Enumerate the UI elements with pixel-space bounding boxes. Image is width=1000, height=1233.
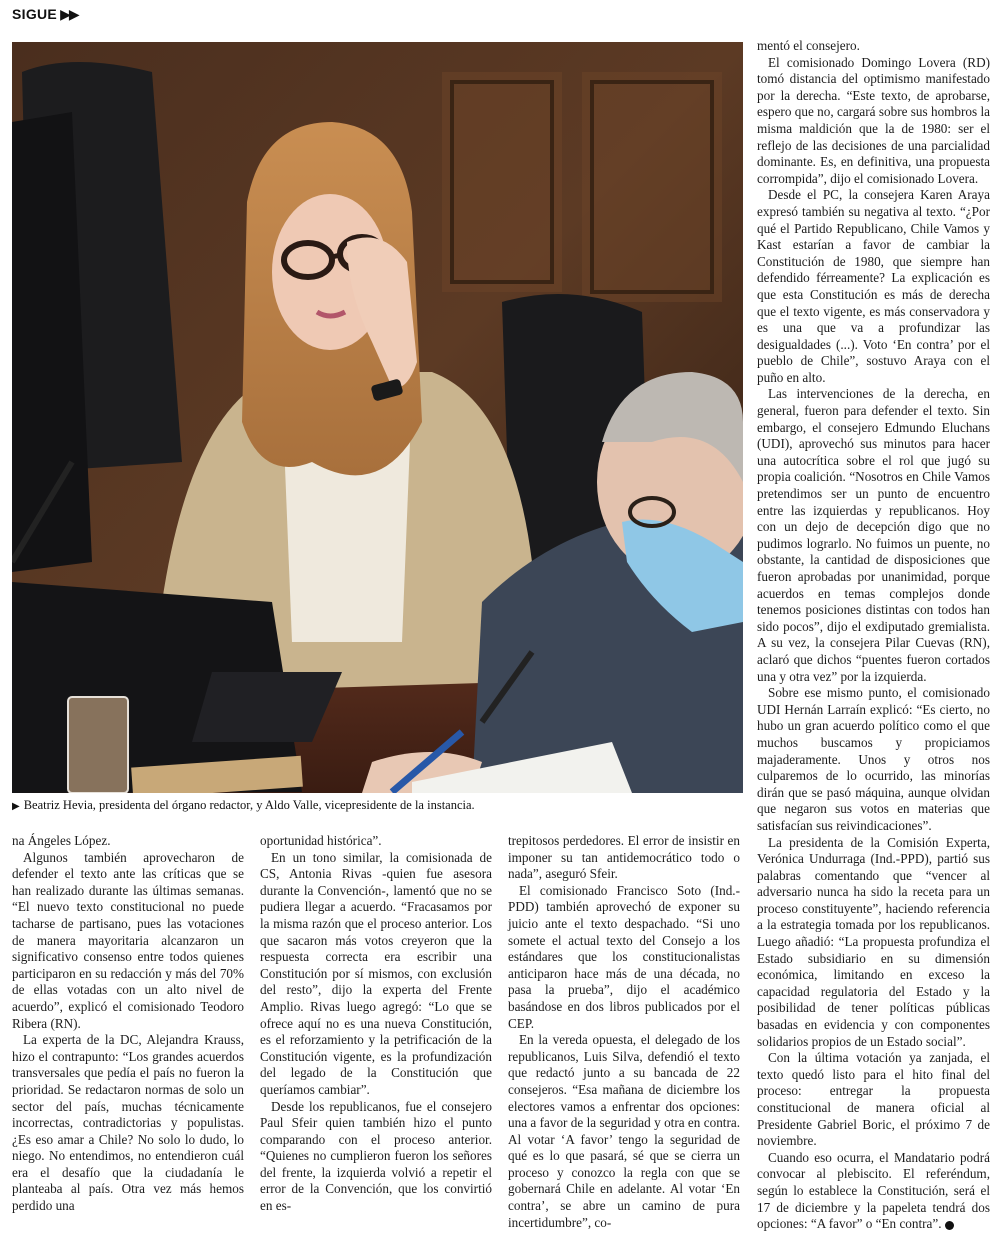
paragraph: Desde el PC, la consejera Karen Araya expresó también su negativa al texto. “¿Por qué el Partido Republicano, Chile Vamos y Kast estarían a favor de cambiar la Constitución de 1980, que siempre han defendido férreamente? La explicación es que esta Constitución es más de derecha que el texto vigente, es más conservadora y es una que va a profundizar las desigualdades (...). Voto ‘En contra’ por el pueblo de Chile”, sostuvo Araya con el puño en alto. (757, 187, 990, 385)
paragraph: Sobre ese mismo punto, el comisionado UDI Hernán Larraín explicó: “Es cierto, no hubo un gran acuerdo político como el que muchos buscamos y propiciamos majaderamente. Unos y otros nos culparemos de lo ocurrido, las minorías dirán que se pasó máquina, aunque olvidan que negaron sus votos en materias que satisfacían sus reivindicaciones”. (757, 685, 990, 833)
paragraph: En un tono similar, la comisionada de CS, Antonia Rivas -quien fue asesora durante la Convención-, lamentó que no se pudiera llegar a acuerdo. “Fracasamos por la misma razón que el proceso anterior. Los que sacaron más votos creyeron que la respuesta correcta era escribir una Constitución por sí mismos, con exclusión del resto”, dijo la experta del Frente Amplio. Rivas luego agregó: “Lo que se ofrece aquí no es una nueva Constitución, es el reforzamiento y la petrificación de la Constitución vigente, es la profundización del legado de la Constitución que queríamos cambiar”. (260, 849, 492, 1097)
article-column-right (757, 38, 990, 1233)
caption-text: Beatriz Hevia, presidenta del órgano redactor, y Aldo Valle, vicepresidente de la instancia. (23, 798, 475, 812)
paragraph: En la vereda opuesta, el delegado de los republicanos, Luis Silva, defendió el texto que redactó junto a su bancada de 22 consejeros. “Esa mañana de diciembre los electores vamos a enfrentar dos opciones: una a favor de la seguridad y otra en contra. Al votar ‘A favor’ tengo la seguridad de qué es lo que pasará, sé que se cierra un proceso y conozco la regla con que se gobernará Chile en adelante. Al votar ‘En contra’, se abre un camino de pura incertidumbre”, co- (508, 1032, 740, 1230)
article-column-2 (260, 833, 492, 1215)
article-photo (12, 42, 743, 793)
paragraph: mentó el consejero. (757, 38, 860, 53)
paragraph: La experta de la DC, Alejandra Krauss, hizo el contrapunto: “Los grandes acuerdos transversales que pedía el país no fueron la prioridad. Se redactaron normas de solo un sector del país, muchas técnicamente incorrectas, contradictorias y populistas. ¿Es eso amar a Chile? No solo lo dudo, lo niego. No entendimos, no entendieron cuál era el desafío que la ciudadanía le planteaba al país. Otra vez más hemos perdido una (12, 1032, 244, 1214)
article-column-3 (508, 833, 740, 1231)
paragraph: La presidenta de la Comisión Experta, Verónica Undurraga (Ind.-PPD), partió sus palabras comentando que “vencer al adversario nunca ha sido la receta para un proceso constituyente”, haciendo referencia a la estrategia tomada por los republicanos. Luego añadió: “La propuesta profundiza el Estado subsidiario en su dimensión económica, limitando en exceso la capacidad regulatoria del Estado y la posibilidad de tener políticas públicas basadas en evidencia y con componentes solidarios propios de un Estado social”. (757, 834, 990, 1049)
paragraph: trepitosos perdedores. El error de insistir en imponer su tan antidemocrático todo o nada”, aseguró Sfeir. (508, 833, 740, 882)
caption-marker-icon: ▶ (12, 801, 20, 812)
paragraph-final-text: Cuando eso ocurra, el Mandatario podrá convocar al plebiscito. El referéndum, según lo establece la Constitución, será el 17 de diciembre y la papeleta tendrá dos opciones: “A favor” o “En contra”. (757, 1149, 990, 1232)
paragraph: na Ángeles López. (12, 833, 111, 848)
article-column-1 (12, 833, 244, 1215)
double-arrow-icon: ▶▶ (60, 6, 78, 22)
paragraph: Algunos también aprovecharon de defender el texto ante las críticas que se han realizado durante las últimas semanas. “El nuevo texto constitucional no puede tacharse de partisano, pues las votaciones de manera mayoritaria alcanzaron un significativo consenso entre todos quienes participaron en su redacción y más del 70% de ellas votadas con un alto nivel de acuerdo”, explicó el comisionado Teodoro Ribera (RN). (12, 849, 244, 1031)
paragraph: oportunidad histórica”. (260, 833, 382, 848)
paragraph-final (757, 1150, 990, 1233)
paragraph: Desde los republicanos, fue el consejero Paul Sfeir quien también hizo el punto comparando con el proceso anterior. “Quienes no cumplieron fueron los señores del frente, la izquierda volvió a repetir el error de la Convención, que los convirtió en es- (260, 1098, 492, 1214)
sigue-label (12, 6, 78, 23)
photo-caption (12, 797, 743, 815)
paragraph: El comisionado Francisco Soto (Ind.-PDD) también aprovechó de exponer su juicio ante el texto despachado. “Si uno somete el actual texto del Consejo a los estándares que los constitucionalistas anticiparon hace más de una década, no pasa la prueba”, dijo el académico basándose en dos libros publicados por el CEP. (508, 882, 740, 1031)
photo-illustration (12, 42, 743, 793)
paragraph: Con la última votación ya zanjada, el texto quedó listo para el hito final del proceso: entregar la propuesta constitucional de manera oficial al Presidente Gabriel Boric, el próximo 7 de noviembre. (757, 1050, 990, 1149)
paragraph: El comisionado Domingo Lovera (RD) tomó distancia del optimismo manifestado por la derecha. “Este texto, de aprobarse, espero que no, cargará sobre sus hombros la misma maldición que la de 1980: ser el reflejo de las decisiones de una parcialidad dominante. Es, en definitiva, una propuesta corrompida”, dijo el comisionado Lovera. (757, 54, 990, 186)
paragraph: Las intervenciones de la derecha, en general, fueron para defender el texto. Sin embargo, el consejero Edmundo Eluchans (UDI), aprovechó sus minutos para hacer una autocrítica sobre el rol que jugó su propia coalición. “Nosotros en Chile Vamos pretendimos ser un punto de encuentro entre las izquierdas y republicanos. Hoy con un dejo de decepción digo que no pudimos lograrlo. No fuimos un puente, no obstante, la cantidad de disposiciones que fueron aprobadas por unanimidad, porque acuerdos en temas complejos donde tenemos posiciones distintas con todos han sido pocos”, dijo el exdiputado gremialista. A su vez, la consejera Pilar Cuevas (RN), aclaró que dichos “puentes fueron cortados una y otra vez” por la izquierda. (757, 386, 990, 684)
sigue-text: SIGUE (12, 6, 58, 22)
end-of-article-icon (945, 1221, 954, 1230)
